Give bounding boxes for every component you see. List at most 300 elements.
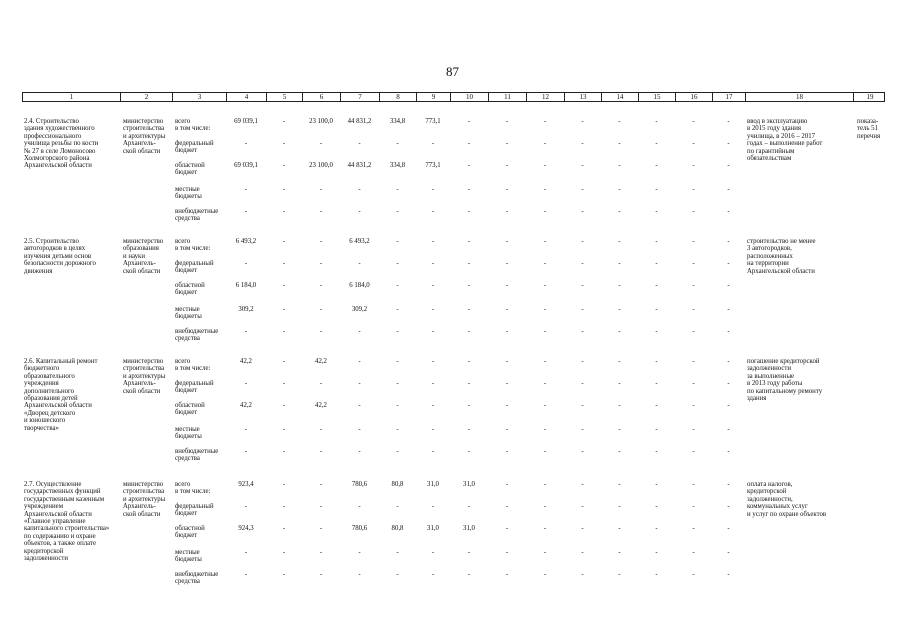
value-cell: -	[505, 186, 509, 193]
value-cell: 69 039,1	[234, 118, 258, 125]
value-cell: -	[319, 238, 323, 245]
value-cell: 773,1	[425, 118, 441, 125]
value-cell: 309,2	[238, 306, 254, 313]
value-cell: -	[727, 525, 730, 532]
value-cell: -	[505, 402, 509, 409]
value-cell: -	[655, 238, 658, 245]
header-cell-8: 8	[380, 93, 417, 101]
value-cell: -	[244, 448, 248, 455]
value-cell: -	[727, 118, 730, 125]
value-cell: 42,2	[240, 402, 252, 409]
value-cell: -	[692, 503, 695, 510]
value-cell: 42,2	[315, 402, 327, 409]
value-cell: -	[282, 549, 286, 556]
value-cell: -	[282, 481, 286, 488]
funding-source: федеральный бюджет	[175, 140, 214, 155]
value-cell: 31,0	[463, 525, 475, 532]
value-cell: -	[396, 208, 399, 215]
funding-source: местные бюджеты	[175, 186, 202, 201]
value-cell: -	[727, 448, 730, 455]
value-cell: -	[282, 328, 286, 335]
value-cell: -	[655, 380, 658, 387]
funding-source: всего в том числе:	[175, 481, 211, 496]
header-cell-17: 17	[713, 93, 746, 101]
value-cell: -	[282, 162, 286, 169]
value-cell: -	[581, 238, 584, 245]
value-cell: -	[543, 162, 547, 169]
value-cell: -	[692, 118, 695, 125]
funding-source: внебюджетные средства	[175, 448, 219, 463]
value-cell: -	[618, 328, 621, 335]
value-cell: -	[244, 260, 248, 267]
value-cell: 773,1	[425, 162, 441, 169]
value-cell: 923,4	[238, 481, 254, 488]
value-cell: 80,8	[391, 525, 404, 532]
funding-source: местные бюджеты	[175, 426, 202, 441]
value-cell: -	[505, 140, 509, 147]
value-cell: -	[618, 140, 621, 147]
value-cell: -	[505, 358, 509, 365]
value-cell: -	[467, 503, 471, 510]
value-cell: -	[655, 503, 658, 510]
value-cell: -	[396, 358, 399, 365]
value-cell: -	[319, 380, 323, 387]
value-cell: -	[319, 186, 323, 193]
value-cell: 309,2	[351, 306, 368, 313]
section-name: 2.7. Осуществление государственных функций государственным казенным учреждением Архангельской области «Главное управление капитального строительства» по содержанию и охране объектов, а также оплате кредиторской задолженности	[24, 481, 110, 563]
header-cell-3: 3	[173, 93, 227, 101]
value-cell: -	[618, 571, 621, 578]
value-cell: 780,6	[351, 525, 368, 532]
funding-source: областной бюджет	[175, 162, 205, 177]
value-cell: -	[282, 571, 286, 578]
value-cell: -	[581, 328, 584, 335]
value-cell: -	[505, 328, 509, 335]
value-cell: -	[692, 238, 695, 245]
value-cell: -	[505, 549, 509, 556]
value-cell: -	[505, 162, 509, 169]
value-cell: -	[505, 571, 509, 578]
value-cell: -	[282, 380, 286, 387]
value-cell: -	[358, 358, 361, 365]
value-cell: -	[282, 118, 286, 125]
value-cell: -	[692, 306, 695, 313]
value-cell: -	[505, 503, 509, 510]
value-cell: -	[505, 481, 509, 488]
value-cell: 6 493,2	[349, 238, 370, 245]
value-cell: -	[727, 328, 730, 335]
value-cell: -	[618, 448, 621, 455]
value-cell: -	[727, 358, 730, 365]
value-cell: 42,2	[240, 358, 252, 365]
value-cell: -	[543, 426, 547, 433]
value-cell: -	[319, 208, 323, 215]
value-cell: -	[618, 525, 621, 532]
value-cell: -	[581, 260, 584, 267]
value-cell: -	[692, 426, 695, 433]
value-cell: -	[396, 186, 399, 193]
value-cell: -	[396, 328, 399, 335]
value-cell: -	[581, 162, 584, 169]
funding-source: внебюджетные средства	[175, 208, 219, 223]
section-note: показа- тель 51 перечня	[857, 118, 881, 140]
header-cell-16: 16	[676, 93, 713, 101]
value-cell: -	[244, 208, 248, 215]
funding-source: областной бюджет	[175, 282, 205, 297]
value-cell: -	[282, 140, 286, 147]
value-cell: -	[505, 208, 509, 215]
value-cell: -	[618, 380, 621, 387]
value-cell: -	[543, 481, 547, 488]
value-cell: 6 184,0	[349, 282, 370, 289]
value-cell: 6 493,2	[235, 238, 257, 245]
value-cell: -	[727, 571, 730, 578]
value-cell: -	[319, 481, 323, 488]
section-result: оплата налогов, кредиторской задолженности, коммунальных услуг и услуг по охране объектов	[747, 481, 827, 518]
header-cell-10: 10	[451, 93, 489, 101]
value-cell: -	[581, 503, 584, 510]
value-cell: -	[396, 260, 399, 267]
value-cell: -	[396, 549, 399, 556]
value-cell: -	[282, 448, 286, 455]
header-cell-2: 2	[121, 93, 173, 101]
value-cell: -	[244, 380, 248, 387]
value-cell: -	[431, 571, 435, 578]
value-cell: -	[655, 328, 658, 335]
value-cell: -	[358, 549, 361, 556]
value-cell: -	[358, 571, 361, 578]
value-cell: -	[431, 503, 435, 510]
value-cell: -	[618, 503, 621, 510]
value-cell: 44 831,2	[347, 118, 372, 125]
value-cell: -	[467, 208, 471, 215]
value-cell: -	[431, 358, 435, 365]
funding-source: федеральный бюджет	[175, 503, 214, 518]
value-cell: -	[618, 186, 621, 193]
value-cell: -	[431, 549, 435, 556]
value-cell: -	[505, 448, 509, 455]
value-cell: -	[319, 525, 323, 532]
value-cell: -	[282, 208, 286, 215]
value-cell: -	[396, 140, 399, 147]
value-cell: -	[692, 525, 695, 532]
value-cell: -	[358, 448, 361, 455]
value-cell: -	[467, 426, 471, 433]
value-cell: -	[244, 426, 248, 433]
value-cell: -	[581, 571, 584, 578]
value-cell: -	[467, 549, 471, 556]
section-executor: министерство образования и науки Архангель- ской области	[123, 238, 164, 275]
value-cell: -	[319, 549, 323, 556]
header-cell-6: 6	[303, 93, 341, 101]
value-cell: -	[396, 448, 399, 455]
value-cell: -	[543, 306, 547, 313]
header-cell-5: 5	[267, 93, 303, 101]
header-cell-11: 11	[489, 93, 527, 101]
value-cell: -	[543, 402, 547, 409]
value-cell: -	[467, 328, 471, 335]
value-cell: -	[431, 402, 435, 409]
value-cell: -	[692, 186, 695, 193]
value-cell: -	[655, 118, 658, 125]
value-cell: -	[396, 426, 399, 433]
value-cell: -	[467, 238, 471, 245]
value-cell: -	[431, 186, 435, 193]
value-cell: -	[358, 426, 361, 433]
section-executor: министерство строительства и архитектуры Архангель- ской области	[123, 481, 166, 518]
value-cell: -	[358, 208, 361, 215]
value-cell: -	[655, 140, 658, 147]
value-cell: -	[431, 306, 435, 313]
value-cell: -	[581, 481, 584, 488]
section-executor: министерство строительства и архитектуры Архангель- ской области	[123, 118, 166, 155]
value-cell: -	[431, 260, 435, 267]
value-cell: -	[655, 162, 658, 169]
header-cell-18: 18	[746, 93, 854, 101]
header-cell-14: 14	[602, 93, 639, 101]
value-cell: -	[543, 260, 547, 267]
value-cell: -	[692, 162, 695, 169]
value-cell: -	[727, 402, 730, 409]
value-cell: -	[727, 260, 730, 267]
value-cell: -	[543, 140, 547, 147]
value-cell: -	[467, 306, 471, 313]
value-cell: -	[319, 328, 323, 335]
value-cell: -	[467, 186, 471, 193]
header-cell-7: 7	[341, 93, 380, 101]
value-cell: -	[655, 571, 658, 578]
value-cell: -	[396, 306, 399, 313]
value-cell: -	[692, 260, 695, 267]
value-cell: -	[543, 571, 547, 578]
value-cell: -	[655, 549, 658, 556]
value-cell: -	[618, 118, 621, 125]
funding-source: местные бюджеты	[175, 306, 202, 321]
value-cell: -	[543, 503, 547, 510]
value-cell: -	[431, 140, 435, 147]
value-cell: -	[505, 306, 509, 313]
value-cell: 31,0	[427, 481, 439, 488]
value-cell: -	[244, 186, 248, 193]
value-cell: 780,6	[351, 481, 368, 488]
value-cell: -	[467, 260, 471, 267]
value-cell: -	[692, 140, 695, 147]
value-cell: -	[543, 238, 547, 245]
value-cell: -	[543, 380, 547, 387]
value-cell: 44 831,2	[347, 162, 372, 169]
value-cell: -	[244, 328, 248, 335]
value-cell: -	[358, 260, 361, 267]
funding-source: местные бюджеты	[175, 549, 202, 564]
value-cell: -	[358, 503, 361, 510]
value-cell: -	[543, 525, 547, 532]
value-cell: -	[692, 328, 695, 335]
value-cell: -	[655, 481, 658, 488]
value-cell: -	[319, 306, 323, 313]
value-cell: -	[655, 208, 658, 215]
value-cell: -	[282, 260, 286, 267]
value-cell: -	[692, 358, 695, 365]
funding-source: всего в том числе:	[175, 358, 211, 373]
value-cell: -	[431, 328, 435, 335]
value-cell: -	[618, 358, 621, 365]
value-cell: -	[282, 426, 286, 433]
value-cell: -	[692, 380, 695, 387]
value-cell: -	[727, 306, 730, 313]
value-cell: -	[467, 380, 471, 387]
value-cell: -	[467, 282, 471, 289]
section-result: ввод в эксплуатацию в 2015 году здания училища, в 2016 – 2017 годах – выполнение работ по гарантийным обязательствам	[747, 118, 823, 163]
value-cell: -	[467, 448, 471, 455]
value-cell: -	[655, 402, 658, 409]
funding-source: федеральный бюджет	[175, 380, 214, 395]
value-cell: -	[581, 380, 584, 387]
value-cell: 80,8	[391, 481, 404, 488]
value-cell: -	[581, 358, 584, 365]
header-cell-12: 12	[527, 93, 565, 101]
value-cell: -	[244, 503, 248, 510]
value-cell: -	[727, 481, 730, 488]
header-cell-9: 9	[417, 93, 451, 101]
value-cell: -	[581, 186, 584, 193]
value-cell: 31,0	[427, 525, 439, 532]
value-cell: -	[727, 162, 730, 169]
value-cell: -	[282, 306, 286, 313]
value-cell: -	[581, 208, 584, 215]
funding-source: всего в том числе:	[175, 238, 211, 253]
value-cell: -	[358, 328, 361, 335]
value-cell: -	[358, 380, 361, 387]
value-cell: -	[282, 525, 286, 532]
value-cell: -	[543, 208, 547, 215]
value-cell: -	[727, 426, 730, 433]
funding-source: федеральный бюджет	[175, 260, 214, 275]
value-cell: -	[467, 118, 471, 125]
value-cell: -	[618, 238, 621, 245]
value-cell: -	[244, 140, 248, 147]
value-cell: -	[618, 208, 621, 215]
value-cell: -	[543, 549, 547, 556]
value-cell: -	[319, 426, 323, 433]
value-cell: -	[505, 282, 509, 289]
value-cell: -	[581, 448, 584, 455]
value-cell: 23 100,0	[309, 118, 333, 125]
value-cell: -	[581, 140, 584, 147]
value-cell: -	[692, 571, 695, 578]
value-cell: -	[543, 358, 547, 365]
value-cell: -	[467, 140, 471, 147]
value-cell: -	[319, 571, 323, 578]
value-cell: -	[505, 426, 509, 433]
value-cell: -	[618, 426, 621, 433]
value-cell: -	[505, 525, 509, 532]
value-cell: -	[692, 549, 695, 556]
value-cell: -	[282, 503, 286, 510]
value-cell: -	[319, 140, 323, 147]
value-cell: -	[581, 426, 584, 433]
value-cell: -	[655, 358, 658, 365]
value-cell: -	[282, 358, 286, 365]
value-cell: -	[727, 186, 730, 193]
value-cell: -	[581, 525, 584, 532]
value-cell: -	[396, 282, 399, 289]
value-cell: -	[581, 549, 584, 556]
value-cell: -	[282, 238, 286, 245]
value-cell: -	[618, 162, 621, 169]
value-cell: -	[431, 208, 435, 215]
value-cell: -	[431, 282, 435, 289]
value-cell: -	[581, 118, 584, 125]
value-cell: 6 184,0	[235, 282, 257, 289]
value-cell: -	[543, 118, 547, 125]
value-cell: -	[655, 448, 658, 455]
value-cell: -	[505, 260, 509, 267]
value-cell: -	[319, 448, 323, 455]
funding-source: всего в том числе:	[175, 118, 211, 133]
funding-source: внебюджетные средства	[175, 328, 219, 343]
funding-source: областной бюджет	[175, 525, 205, 540]
value-cell: -	[396, 571, 399, 578]
value-cell: -	[618, 481, 621, 488]
value-cell: -	[467, 402, 471, 409]
header-cell-1: 1	[23, 93, 121, 101]
value-cell: -	[282, 282, 286, 289]
value-cell: -	[431, 448, 435, 455]
value-cell: 69 039,1	[234, 162, 258, 169]
section-executor: министерство строительства и архитектуры Архангель- ской области	[123, 358, 166, 395]
value-cell: -	[431, 380, 435, 387]
value-cell: 31,0	[463, 481, 475, 488]
value-cell: -	[655, 260, 658, 267]
value-cell: -	[581, 402, 584, 409]
value-cell: 23 100,0	[309, 162, 333, 169]
funding-source: областной бюджет	[175, 402, 205, 417]
value-cell: -	[431, 426, 435, 433]
page-number: 87	[446, 64, 459, 79]
value-cell: -	[655, 306, 658, 313]
value-cell: -	[543, 282, 547, 289]
value-cell: 334,8	[389, 162, 406, 169]
value-cell: -	[727, 282, 730, 289]
value-cell: -	[244, 571, 248, 578]
value-cell: -	[692, 481, 695, 488]
value-cell: -	[727, 380, 730, 387]
value-cell: -	[618, 306, 621, 313]
value-cell: -	[505, 238, 509, 245]
value-cell: 42,2	[315, 358, 327, 365]
value-cell: -	[581, 282, 584, 289]
section-name: 2.5. Строительство автогородков в целях изучения детьми основ безопасности дорожного движения	[24, 238, 96, 275]
value-cell: -	[618, 402, 621, 409]
section-result: строительство не менее 3 автогородков, расположенных на территории Архангельской области	[747, 238, 816, 275]
value-cell: -	[358, 140, 361, 147]
section-name: 2.4. Строительство здания художественного профессионального училища резьбы по кости № 27 в селе Ломоносово Холмогорского района Архангельской области	[24, 118, 99, 170]
value-cell: -	[319, 282, 323, 289]
value-cell: 924,3	[238, 525, 254, 532]
value-cell: -	[505, 118, 509, 125]
value-cell: 334,8	[389, 118, 406, 125]
column-number-header	[22, 92, 885, 102]
value-cell: -	[467, 358, 471, 365]
value-cell: -	[618, 282, 621, 289]
value-cell: -	[358, 402, 361, 409]
value-cell: -	[618, 549, 621, 556]
value-cell: -	[692, 282, 695, 289]
value-cell: -	[467, 571, 471, 578]
value-cell: -	[543, 328, 547, 335]
value-cell: -	[727, 238, 730, 245]
value-cell: -	[655, 525, 658, 532]
